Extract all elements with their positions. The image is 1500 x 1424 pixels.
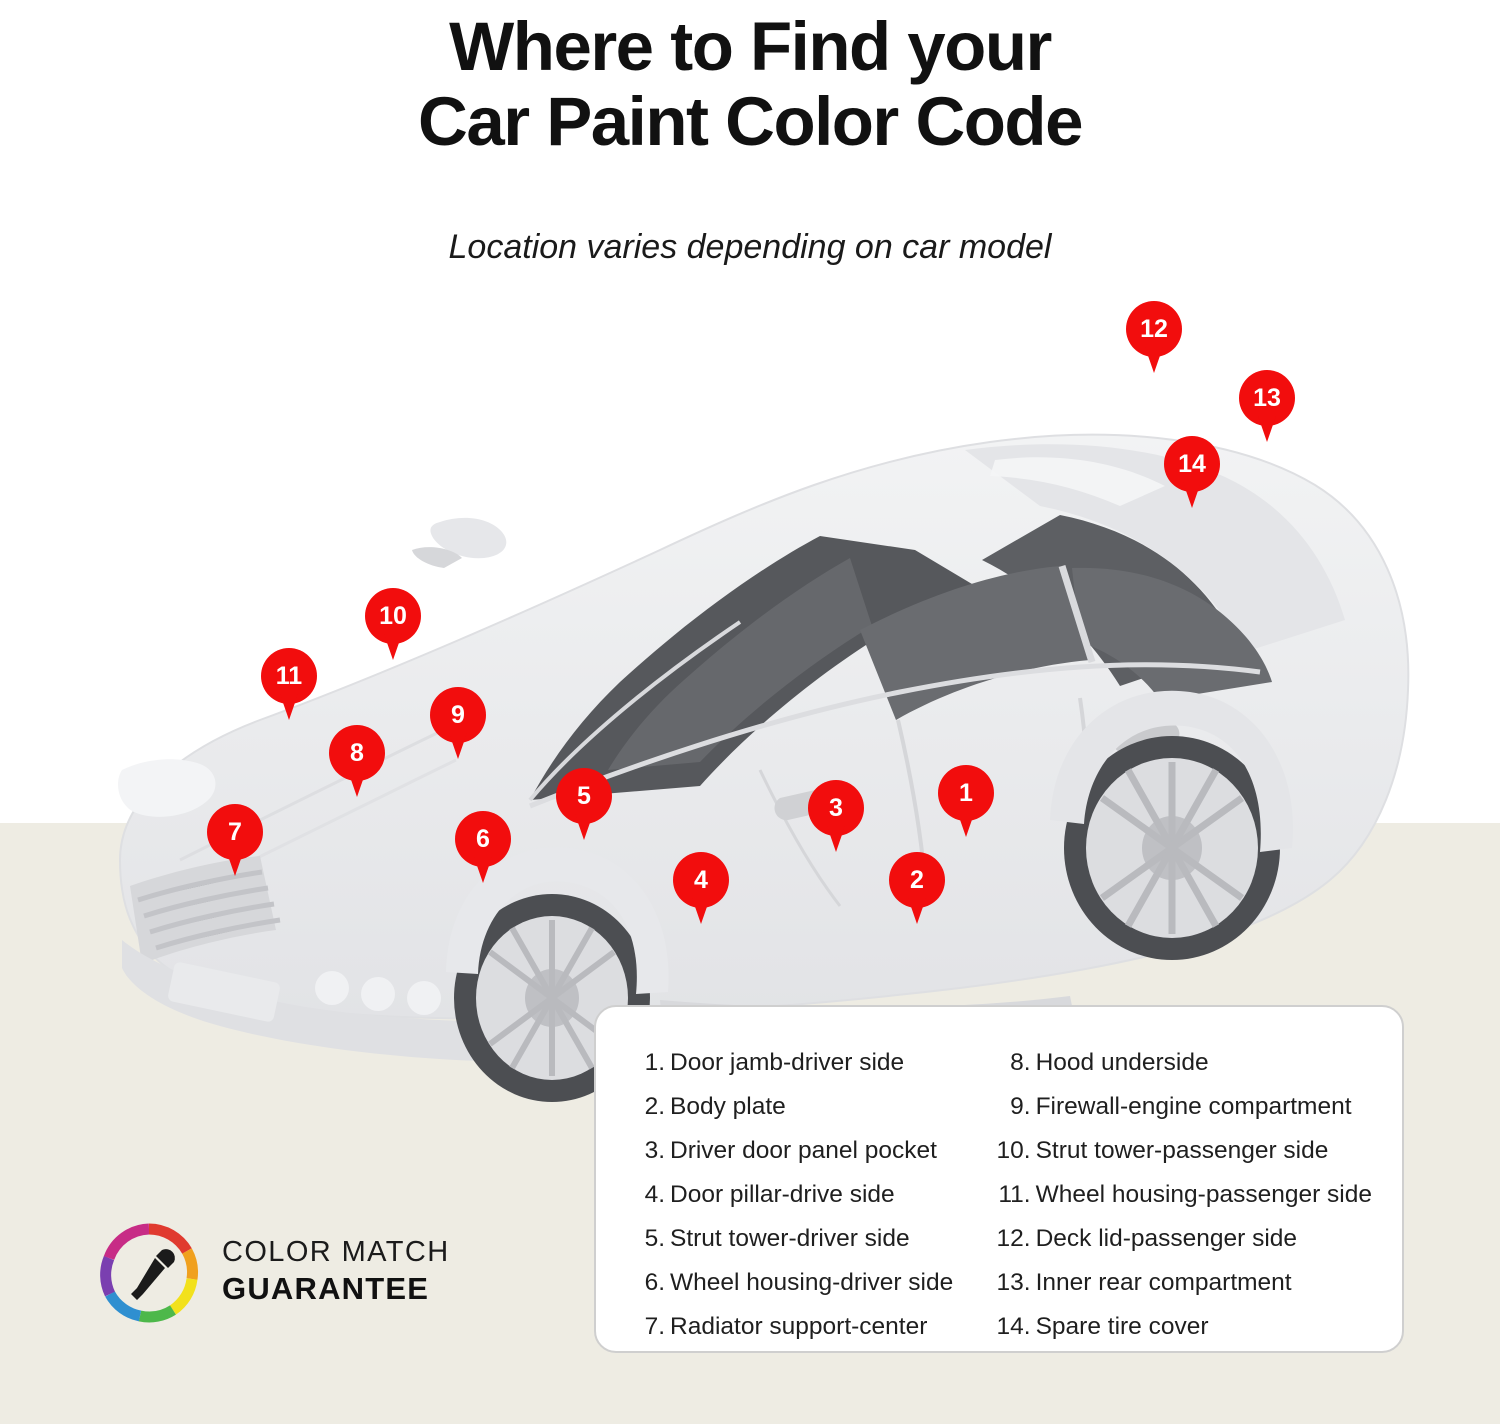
map-pin-label: 9: [430, 687, 486, 743]
legend-item-label: Wheel housing-passenger side: [1035, 1181, 1372, 1209]
map-pin-label: 4: [673, 852, 729, 908]
legend-column-right: [968, 1045, 1372, 1341]
map-pin-14[interactable]: [1164, 436, 1220, 508]
legend-item: [642, 1309, 968, 1345]
map-pin-1[interactable]: [938, 765, 994, 837]
legend-item-label: Door jamb-driver side: [670, 1049, 905, 1076]
map-pin-label: 13: [1239, 370, 1295, 426]
legend-item-number: 3.: [644, 1137, 665, 1165]
map-pin-11[interactable]: [261, 648, 317, 720]
legend-item: [642, 1045, 968, 1081]
map-pin-tail: [449, 733, 467, 759]
map-pin-3[interactable]: [808, 780, 864, 852]
legend-item: [642, 1265, 968, 1301]
legend-item: [994, 1045, 1372, 1081]
map-pin-label: 3: [808, 780, 864, 836]
map-pin-13[interactable]: [1239, 370, 1295, 442]
map-pin-tail: [692, 898, 710, 924]
legend-box: [594, 1005, 1404, 1353]
brand-lockup: [98, 1222, 518, 1332]
map-pin-tail: [280, 694, 298, 720]
legend-item-label: Deck lid-passenger side: [1035, 1225, 1298, 1253]
legend-item-label: Hood underside: [1035, 1049, 1209, 1076]
brand-line-1: COLOR MATCH: [222, 1236, 450, 1268]
legend-item-label: Radiator support-center: [670, 1313, 928, 1341]
map-pin-tail: [827, 826, 845, 852]
legend-item: [642, 1133, 968, 1169]
map-pin-tail: [575, 814, 593, 840]
map-pin-8[interactable]: [329, 725, 385, 797]
map-pin-tail: [957, 811, 975, 837]
map-pin-tail: [226, 850, 244, 876]
legend-item-label: Body plate: [670, 1093, 786, 1121]
legend-item-label: Wheel housing-driver side: [670, 1269, 954, 1297]
map-pin-12[interactable]: [1126, 301, 1182, 373]
map-pin-tail: [384, 634, 402, 660]
legend-item-number: 14.: [996, 1313, 1031, 1341]
legend-item-number: 9.: [1010, 1093, 1031, 1121]
legend-item: [994, 1309, 1372, 1345]
color-wheel-icon: [98, 1222, 200, 1324]
legend-item: [994, 1265, 1372, 1301]
legend-item-label: Inner rear compartment: [1035, 1269, 1292, 1297]
legend-item: [994, 1089, 1372, 1125]
legend-item-number: 6.: [644, 1269, 665, 1297]
legend-item-label: Strut tower-passenger side: [1035, 1137, 1329, 1165]
legend-column-left: [642, 1045, 968, 1341]
legend-item-number: 4.: [644, 1181, 665, 1209]
map-pin-label: 10: [365, 588, 421, 644]
map-pin-tail: [1183, 482, 1201, 508]
map-pin-tail: [348, 771, 366, 797]
page-title-line1: Where to Find your: [449, 8, 1051, 85]
map-pin-label: 1: [938, 765, 994, 821]
map-pin-label: 14: [1164, 436, 1220, 492]
legend-item: [642, 1089, 968, 1125]
map-pin-tail: [1145, 347, 1163, 373]
page-subtitle: Location varies depending on car model: [448, 228, 1052, 266]
map-pin-label: 7: [207, 804, 263, 860]
map-pin-tail: [908, 898, 926, 924]
legend-item-label: Strut tower-driver side: [670, 1225, 910, 1253]
page-title: [0, 10, 1500, 159]
legend-item: [994, 1221, 1372, 1257]
eyedropper-icon: [131, 1249, 175, 1300]
legend-item-label: Firewall-engine compartment: [1035, 1093, 1352, 1121]
legend-item-number: 10.: [996, 1137, 1031, 1165]
map-pin-tail: [474, 857, 492, 883]
map-pin-2[interactable]: [889, 852, 945, 924]
legend-item-label: Door pillar-drive side: [670, 1181, 895, 1209]
legend-item-number: 2.: [644, 1093, 665, 1121]
legend-item-number: 7.: [644, 1313, 665, 1341]
legend-item-number: 8.: [1010, 1049, 1031, 1076]
legend-item-label: Spare tire cover: [1035, 1313, 1209, 1341]
legend-item: [994, 1177, 1372, 1213]
legend-item: [642, 1177, 968, 1213]
map-pin-label: 2: [889, 852, 945, 908]
map-pin-label: 6: [455, 811, 511, 867]
legend-item: [642, 1221, 968, 1257]
map-pin-5[interactable]: [556, 768, 612, 840]
page-title-line2: Car Paint Color Code: [418, 82, 1082, 160]
map-pin-label: 11: [261, 648, 317, 704]
legend-item-label: Driver door panel pocket: [670, 1137, 937, 1165]
map-pin-label: 5: [556, 768, 612, 824]
map-pin-tail: [1258, 416, 1276, 442]
map-pin-label: 12: [1126, 301, 1182, 357]
legend-item-number: 12.: [996, 1225, 1031, 1253]
legend-item-number: 5.: [644, 1225, 665, 1253]
brand-line-2: GUARANTEE: [222, 1271, 430, 1306]
map-pin-7[interactable]: [207, 804, 263, 876]
map-pin-label: 8: [329, 725, 385, 781]
map-pin-4[interactable]: [673, 852, 729, 924]
legend-item-number: 13.: [996, 1269, 1031, 1297]
map-pin-10[interactable]: [365, 588, 421, 660]
legend-item-number: 1.: [644, 1049, 665, 1076]
legend-item-number: 11.: [998, 1181, 1031, 1209]
legend-item: [994, 1133, 1372, 1169]
map-pin-6[interactable]: [455, 811, 511, 883]
map-pin-9[interactable]: [430, 687, 486, 759]
